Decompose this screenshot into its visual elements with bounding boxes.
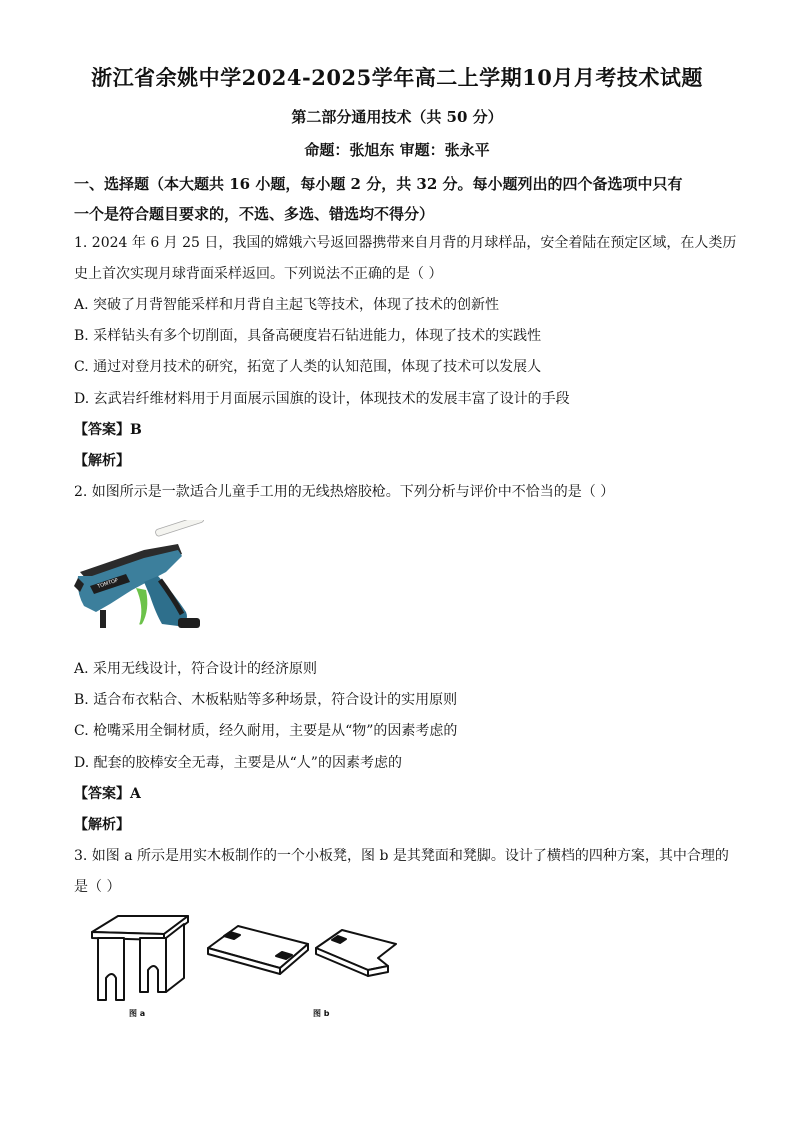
glue-gun-image	[74, 520, 214, 635]
q2-option-a: A. 采用无线设计，符合设计的经济原则	[74, 661, 318, 677]
q1-analysis: 【解析】	[74, 453, 130, 469]
q3-stem-line-1: 3. 如图 a 所示是用实木板制作的一个小板凳，图 b 是其凳面和凳脚。设计了横档的四种方案，其中合理的	[74, 848, 729, 864]
part-subtitle: 第二部分通用技术（共 50 分）	[291, 108, 503, 126]
q1-option-b: B. 采样钻头有多个切削面，具备高硬度岩石钻进能力，体现了技术的实践性	[74, 328, 542, 344]
q2-analysis: 【解析】	[74, 817, 130, 833]
figure-b-label: 图 b	[313, 1009, 330, 1018]
gun-trigger	[136, 588, 147, 625]
q2-stem: 2. 如图所示是一款适合儿童手工用的无线热熔胶枪。下列分析与评价中不恰当的是（ ）	[74, 484, 615, 500]
bench-drawing	[88, 908, 192, 1004]
glue-stick-shape	[155, 520, 205, 537]
q2-answer: 【答案】A	[74, 786, 141, 802]
bench-left-leg	[98, 938, 124, 1000]
page-title: 浙江省余姚中学2024-2025学年高二上学期10月月考技术试题	[91, 65, 703, 90]
plank-drawing	[204, 918, 404, 988]
authors-line: 命题：张旭东 审题：张永平	[304, 141, 490, 159]
section-heading-line-1: 一、选择题（本大题共 16 小题，每小题 2 分，共 32 分。每小题列出的四个备选项中只有	[74, 175, 683, 193]
q2-option-c: C. 枪嘴采用全铜材质，经久耐用，主要是从“物”的因素考虑的	[74, 723, 458, 739]
q2-option-b: B. 适合布衣粘合、木板粘贴等多种场景，符合设计的实用原则	[74, 692, 458, 708]
gun-stand	[100, 610, 106, 628]
section-heading	[74, 169, 726, 229]
bench-figure-a	[88, 908, 192, 1004]
q1-stem-line-2: 史上首次实现月球背面采样返回。下列说法不正确的是（ ）	[74, 266, 443, 282]
q2-option-d: D. 配套的胶棒安全无毒，主要是从“人”的因素考虑的	[74, 755, 402, 771]
q1-stem-line-1: 1. 2024 年 6 月 25 日，我国的嫦娥六号返回器携带来自月背的月球样品，安全着陆在预定区域，在人类历	[74, 235, 737, 251]
q1-option-a: A. 突破了月背智能采样和月背自主起飞等技术，体现了技术的创新性	[74, 297, 500, 313]
q1-option-c: C. 通过对登月技术的研究，拓宽了人类的认知范围，体现了技术可以发展人	[74, 359, 542, 375]
figure-a-label: 图 a	[129, 1009, 146, 1018]
q1-answer: 【答案】B	[74, 422, 142, 438]
bench-right-leg	[140, 938, 166, 992]
gun-battery-base	[178, 618, 200, 628]
section-heading-line-2: 一个是符合题目要求的，不选、多选、错选均不得分）	[74, 205, 435, 223]
glue-gun-illustration	[74, 520, 214, 635]
seat-plank-figure	[204, 918, 404, 988]
gun-brand-text: TOMTOP	[96, 577, 119, 590]
q1-option-d: D. 玄武岩纤维材料用于月面展示国旗的设计，体现技术的发展丰富了设计的手段	[74, 391, 570, 407]
q3-stem-line-2: 是（ ）	[74, 879, 121, 895]
